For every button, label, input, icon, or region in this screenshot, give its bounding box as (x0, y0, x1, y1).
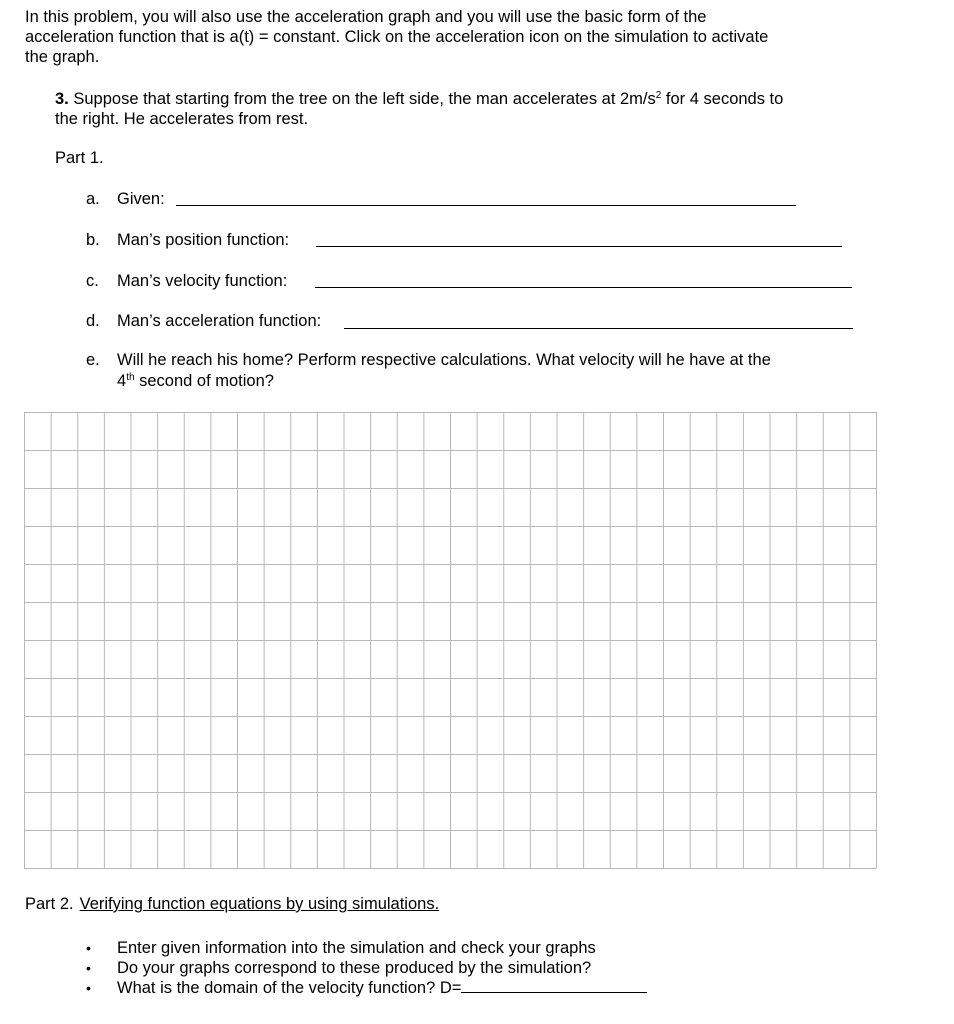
bullet-text-2: Do your graphs correspond to these produced by the simulation? (117, 959, 592, 977)
bullet-icon: • (86, 960, 91, 976)
item-a-label: Given: (117, 190, 165, 208)
question-3-line-1: 3. Suppose that starting from the tree on the left side, the man accelerates at $2m/s^2$ for 4 seconds to (55, 90, 784, 108)
graph-paper-grid[interactable] (24, 412, 877, 869)
item-a-letter: a. (86, 190, 100, 208)
item-c-label: Man’s velocity function: (117, 272, 288, 290)
item-b-label: Man’s position function: (117, 231, 290, 249)
part-2-title: Verifying function equations by using simulations. (79, 895, 440, 913)
question-number: 3. (55, 90, 69, 108)
item-a-answer-line[interactable] (176, 205, 796, 206)
bullet-text-1: Enter given information into the simulation and check your graphs (117, 939, 596, 957)
item-d-letter: d. (86, 312, 100, 330)
item-d-answer-line[interactable] (344, 328, 853, 329)
item-d (86, 310, 321, 332)
question-3-line-2: the right. He accelerates from rest. (55, 110, 309, 128)
intro-line-1: In this problem, you will also use the acceleration graph and you will use the basic form of the (25, 8, 707, 26)
item-d-label: Man’s acceleration function: (117, 312, 322, 330)
bullet-item-1 (86, 938, 596, 958)
item-b-letter: b. (86, 231, 100, 249)
bullet-text-3: What is the domain of the velocity function? D= (117, 979, 462, 997)
item-a (86, 188, 165, 210)
intro-paragraph (25, 7, 905, 67)
item-c-letter: c. (86, 272, 99, 290)
intro-line-3: the graph. (25, 48, 100, 66)
item-e (86, 350, 876, 392)
bullet-item-3 (86, 978, 647, 998)
item-b (86, 229, 289, 251)
part-1-title: Part 1. (55, 149, 104, 167)
intro-line-2: acceleration function that is a(t) = constant. Click on the acceleration icon on the simulation to activate (25, 28, 769, 46)
bullet-icon: • (86, 940, 91, 956)
item-e-line-1: Will he reach his home? Perform respective calculations. What velocity will he have at the (117, 351, 771, 369)
bullet-item-2 (86, 958, 591, 978)
domain-answer-line[interactable] (461, 978, 647, 993)
item-e-line-2: 4th second of motion? (117, 372, 274, 390)
question-3 (55, 89, 915, 129)
item-e-letter: e. (86, 351, 100, 369)
item-c-answer-line[interactable] (315, 287, 852, 288)
item-c (86, 270, 287, 292)
item-b-answer-line[interactable] (316, 246, 842, 247)
part-2-heading (25, 893, 439, 915)
bullet-icon: • (86, 980, 91, 996)
part-2-label: Part 2. (25, 895, 74, 913)
